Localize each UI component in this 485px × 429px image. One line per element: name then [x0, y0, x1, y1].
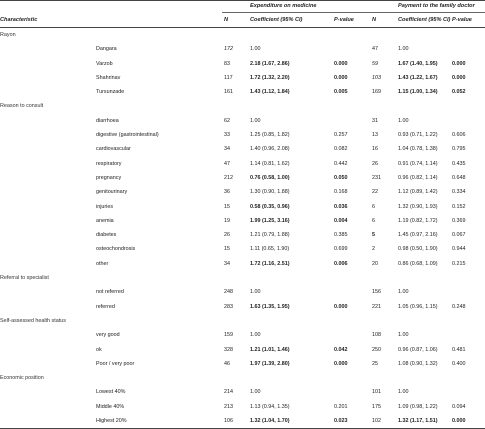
- n-payment: 31: [372, 117, 378, 124]
- coef-expenditure: 1.00: [250, 289, 261, 296]
- empty-cell: [250, 314, 334, 328]
- col-header-coef-payment: Coefficient (95% CI): [398, 13, 452, 28]
- p-expenditure: 0.000: [334, 357, 370, 371]
- p-expenditure: 0.000: [334, 71, 370, 85]
- coef-expenditure: 1.63 (1.35, 1.95): [250, 300, 334, 314]
- n-payment: 25: [370, 357, 398, 371]
- p-expenditure: 0.442: [334, 157, 370, 171]
- empty-cell: [0, 414, 96, 429]
- col-header-coef-expenditure: Coefficient (95% CI): [250, 13, 334, 28]
- table-row: [0, 257, 485, 271]
- n-expenditure: 283: [222, 300, 250, 314]
- p-payment: 0.067: [452, 232, 466, 239]
- coef-payment: 1.09 (0.98, 1.22): [398, 403, 438, 410]
- n-expenditure: 15: [222, 242, 250, 256]
- coef-payment: 1.19 (0.82, 1.72): [398, 214, 452, 228]
- table-row: [0, 128, 485, 142]
- row-label: other: [96, 260, 109, 267]
- empty-cell: [250, 28, 334, 43]
- empty-cell: [0, 57, 96, 71]
- n-expenditure: 36: [222, 185, 250, 199]
- n-payment: 47: [370, 42, 398, 56]
- p-expenditure: 0.050: [334, 174, 348, 181]
- n-payment: 22: [370, 185, 398, 199]
- empty-cell: [398, 371, 452, 385]
- p-expenditure: [334, 114, 370, 128]
- p-payment: 0.400: [452, 357, 485, 371]
- section-label: Rayon: [0, 32, 16, 38]
- coef-payment: 1.12 (0.89, 1.42): [398, 185, 452, 199]
- empty-cell: [0, 400, 96, 414]
- n-expenditure: 83: [224, 60, 230, 67]
- empty-cell: [452, 28, 485, 43]
- p-expenditure: 0.005: [334, 89, 348, 96]
- coef-expenditure: 1.40 (0.96, 2.08): [250, 146, 290, 153]
- coef-expenditure: 1.00: [250, 42, 334, 56]
- table-row: [0, 400, 485, 414]
- row-label: Highest 20%: [96, 414, 222, 429]
- p-expenditure: 0.168: [334, 185, 370, 199]
- empty-cell: [0, 142, 96, 156]
- p-payment: 0.435: [452, 157, 485, 171]
- coef-expenditure: 1.43 (1.12, 1.84): [250, 89, 290, 96]
- empty-cell: [0, 242, 96, 256]
- p-payment: 0.094: [452, 403, 466, 410]
- p-expenditure: [334, 42, 370, 56]
- coef-expenditure: 1.13 (0.94, 1.35): [250, 403, 290, 410]
- coef-payment: 1.08 (0.90, 1.32): [398, 357, 452, 371]
- coef-payment: 1.43 (1.22, 1.67): [398, 71, 452, 85]
- empty-cell: [0, 385, 96, 399]
- table-row: [0, 385, 485, 399]
- p-payment: 0.606: [452, 128, 485, 142]
- n-payment: 102: [370, 414, 398, 429]
- n-expenditure: 46: [222, 357, 250, 371]
- coef-expenditure: 1.30 (0.90, 1.88): [250, 185, 334, 199]
- table-row: [0, 185, 485, 199]
- empty-cell: [398, 28, 452, 43]
- empty-cell: [0, 300, 96, 314]
- coef-payment: 0.91 (0.74, 1.14): [398, 157, 452, 171]
- n-payment: 2: [370, 242, 398, 256]
- p-expenditure: 0.023: [334, 414, 370, 429]
- coef-expenditure: 1.00: [250, 385, 334, 399]
- empty-cell: [0, 42, 96, 56]
- empty-cell: [334, 99, 370, 113]
- table-row: [0, 343, 485, 357]
- coef-payment: 1.45 (0.97, 2.16): [398, 232, 438, 239]
- empty-cell: [334, 271, 370, 285]
- p-expenditure: 0.006: [334, 260, 348, 267]
- p-expenditure: 0.036: [334, 203, 348, 210]
- p-payment: [452, 328, 485, 342]
- coef-expenditure: 1.97 (1.39, 2.80): [250, 357, 334, 371]
- empty-cell: [370, 99, 398, 113]
- p-payment: 0.248: [452, 300, 485, 314]
- empty-cell: [370, 28, 398, 43]
- p-payment: 0.481: [452, 346, 466, 353]
- empty-cell: [334, 28, 370, 43]
- p-payment: [452, 114, 485, 128]
- p-payment: 0.215: [452, 260, 466, 267]
- row-label: pregnancy: [96, 174, 122, 181]
- row-label: referred: [96, 300, 222, 314]
- coef-payment: 1.04 (0.78, 1.38): [398, 146, 438, 153]
- coef-expenditure: 1.25 (0.85, 1.82): [250, 128, 334, 142]
- row-label: Poor / very poor: [96, 357, 222, 371]
- empty-cell: [0, 114, 96, 128]
- header-group-row: [0, 1, 485, 13]
- empty-cell: [334, 371, 370, 385]
- row-label: Tursunzade: [96, 89, 125, 96]
- section-label: Reason to consult: [0, 99, 222, 113]
- n-payment: 175: [372, 403, 381, 410]
- p-payment: 0.000: [452, 71, 485, 85]
- table-row: [0, 242, 485, 256]
- empty-cell: [222, 271, 250, 285]
- table-row: [0, 42, 485, 56]
- p-expenditure: 0.000: [334, 60, 348, 67]
- empty-cell: [0, 157, 96, 171]
- n-payment: 108: [370, 328, 398, 342]
- p-payment: [452, 42, 485, 56]
- coef-expenditure: 1.21 (0.79, 1.88): [250, 232, 290, 239]
- n-payment: 103: [370, 71, 398, 85]
- empty-cell: [0, 185, 96, 199]
- empty-cell: [0, 171, 96, 185]
- row-label: respiratory: [96, 157, 222, 171]
- col-header-n-payment: N: [370, 13, 398, 28]
- n-expenditure: 161: [224, 89, 233, 96]
- empty-cell: [0, 85, 96, 99]
- coef-payment: 1.32 (0.90, 1.93): [398, 203, 438, 210]
- p-payment: 0.334: [452, 185, 485, 199]
- row-label: Lowest 40%: [96, 385, 222, 399]
- n-expenditure: 213: [224, 403, 233, 410]
- coef-payment: 1.00: [398, 385, 452, 399]
- empty-cell: [222, 28, 250, 43]
- p-expenditure: 0.257: [334, 128, 370, 142]
- p-expenditure: 0.699: [334, 242, 370, 256]
- section-row: [0, 371, 485, 385]
- coef-expenditure: 1.21 (1.01, 1.46): [250, 346, 290, 353]
- group-header-payment: Payment to the family doctor: [398, 1, 485, 13]
- p-payment: 0.369: [452, 214, 485, 228]
- coef-expenditure: 2.18 (1.67, 2.86): [250, 60, 290, 67]
- coef-payment: 1.00: [398, 42, 452, 56]
- table-row: [0, 285, 485, 299]
- coef-expenditure: 0.76 (0.58, 1.00): [250, 174, 290, 181]
- empty-cell: [0, 71, 96, 85]
- row-label: Varzob: [96, 60, 113, 67]
- p-expenditure: 0.385: [334, 232, 348, 239]
- p-expenditure: 0.042: [334, 346, 348, 353]
- n-payment: 231: [372, 174, 381, 181]
- empty-cell: [250, 371, 334, 385]
- table-row: [0, 214, 485, 228]
- n-payment: 6: [372, 203, 375, 210]
- table-row: [0, 328, 485, 342]
- p-expenditure: 0.201: [334, 403, 348, 410]
- col-header-p-expenditure: P-value: [334, 13, 370, 28]
- n-expenditure: 33: [222, 128, 250, 142]
- coef-payment: 0.96 (0.87, 1.06): [398, 346, 438, 353]
- p-payment: 0.000: [452, 414, 485, 429]
- empty-cell: [222, 371, 250, 385]
- section-label: Economic position: [0, 375, 44, 382]
- section-label: Self-assessed health status: [0, 317, 66, 324]
- coef-payment: 1.32 (1.17, 1.51): [398, 414, 452, 429]
- empty-cell: [370, 371, 398, 385]
- empty-cell: [398, 271, 452, 285]
- empty-cell: [0, 200, 96, 214]
- coef-payment: 1.05 (0.96, 1.15): [398, 300, 452, 314]
- header-columns-row: [0, 13, 485, 28]
- empty-cell: [370, 314, 398, 328]
- n-payment: 169: [372, 89, 381, 96]
- coef-expenditure: 0.58 (0.35, 0.96): [250, 203, 290, 210]
- row-label: ok: [96, 346, 102, 353]
- empty-cell: [0, 128, 96, 142]
- empty-cell: [0, 285, 96, 299]
- n-expenditure: 26: [224, 232, 230, 239]
- row-label: Middle 40%: [96, 403, 125, 410]
- empty-cell: [222, 314, 250, 328]
- n-payment: 59: [372, 60, 378, 67]
- table-body: [0, 28, 485, 429]
- n-payment: 250: [372, 346, 381, 353]
- table-row: [0, 200, 485, 214]
- empty-cell: [250, 271, 334, 285]
- empty-cell: [334, 314, 370, 328]
- p-expenditure: 0.000: [334, 300, 370, 314]
- n-expenditure: 34: [224, 146, 230, 153]
- p-payment: 0.795: [452, 146, 466, 153]
- n-expenditure: 47: [222, 157, 250, 171]
- n-payment: 16: [372, 146, 378, 153]
- n-expenditure: 106: [222, 414, 250, 429]
- empty-cell: [452, 99, 485, 113]
- p-expenditure: 0.004: [334, 214, 370, 228]
- empty-cell: [452, 371, 485, 385]
- empty-cell: [0, 357, 96, 371]
- table-row: [0, 357, 485, 371]
- p-expenditure: [334, 285, 370, 299]
- p-expenditure: [334, 385, 370, 399]
- coef-payment: 0.96 (0.82, 1.14): [398, 174, 438, 181]
- section-row: [0, 314, 485, 328]
- empty-cell: [370, 271, 398, 285]
- p-payment: 0.000: [452, 60, 466, 67]
- coef-expenditure: 1.72 (1.32, 2.20): [250, 71, 334, 85]
- table-row: [0, 71, 485, 85]
- p-payment: 0.944: [452, 242, 485, 256]
- p-expenditure: [334, 328, 370, 342]
- coef-expenditure: 1.32 (1.04, 1.70): [250, 414, 334, 429]
- p-expenditure: 0.082: [334, 146, 348, 153]
- coef-payment: 1.00: [398, 328, 452, 342]
- p-payment: 0.052: [452, 89, 466, 96]
- n-payment: 20: [372, 260, 378, 267]
- n-payment: 26: [370, 157, 398, 171]
- empty-cell: [452, 271, 485, 285]
- row-label: not referred: [96, 289, 124, 296]
- coef-expenditure: 1.11 (0.65, 1.90): [250, 242, 334, 256]
- table-header: [0, 1, 485, 28]
- n-expenditure: 34: [224, 260, 230, 267]
- row-label: genitourinary: [96, 185, 222, 199]
- n-expenditure: 172: [222, 42, 250, 56]
- section-label: Referral to specialist: [0, 271, 222, 285]
- n-expenditure: 248: [224, 289, 233, 296]
- n-expenditure: 328: [224, 346, 233, 353]
- n-payment: 221: [370, 300, 398, 314]
- coef-expenditure: 1.14 (0.81, 1.62): [250, 157, 334, 171]
- table-row: [0, 414, 485, 429]
- coef-expenditure: 1.00: [250, 117, 261, 124]
- coef-expenditure: 1.99 (1.25, 3.16): [250, 214, 334, 228]
- table-row: [0, 142, 485, 156]
- row-label: cardiovascular: [96, 146, 131, 153]
- coef-expenditure: 1.00: [250, 328, 334, 342]
- table-row: [0, 157, 485, 171]
- table-row: [0, 57, 485, 71]
- table-row: [0, 85, 485, 99]
- section-row: [0, 271, 485, 285]
- n-expenditure: 159: [222, 328, 250, 342]
- row-label: diabetes: [96, 232, 117, 239]
- coef-payment: 0.93 (0.71, 1.22): [398, 128, 452, 142]
- empty-cell: [398, 99, 452, 113]
- p-payment: 0.152: [452, 203, 466, 210]
- coef-payment: 1.00: [398, 289, 409, 296]
- table-row: [0, 114, 485, 128]
- empty-cell: [452, 314, 485, 328]
- empty-cell: [0, 343, 96, 357]
- empty-cell: [0, 228, 96, 242]
- row-label: osteochondrosis: [96, 242, 222, 256]
- p-payment: [452, 385, 485, 399]
- coef-payment: 0.98 (0.50, 1.90): [398, 242, 452, 256]
- n-payment: 6: [370, 214, 398, 228]
- table-row: [0, 300, 485, 314]
- row-label: injuries: [96, 203, 114, 210]
- coef-payment: 1.00: [398, 117, 409, 124]
- p-payment: [452, 285, 485, 299]
- p-payment: 0.648: [452, 174, 466, 181]
- row-label: Dangara: [96, 42, 222, 56]
- n-expenditure: 212: [224, 174, 233, 181]
- table-row: [0, 171, 485, 185]
- coef-expenditure: 1.72 (1.16, 2.51): [250, 260, 290, 267]
- col-header-p-payment: P-value: [452, 13, 485, 28]
- empty-cell: [0, 214, 96, 228]
- row-label: very good: [96, 328, 222, 342]
- col-header-characteristic: Characteristic: [0, 13, 96, 28]
- empty-cell: [222, 99, 250, 113]
- empty-cell: [0, 328, 96, 342]
- empty-cell: [250, 99, 334, 113]
- n-payment: 101: [370, 385, 398, 399]
- n-expenditure: 19: [222, 214, 250, 228]
- n-expenditure: 214: [222, 385, 250, 399]
- n-expenditure: 62: [224, 117, 230, 124]
- row-label: digestive (gastrointestinal): [96, 128, 222, 142]
- empty-cell: [398, 314, 452, 328]
- row-label: Shahrinav: [96, 71, 222, 85]
- table-row: [0, 228, 485, 242]
- coef-payment: 1.67 (1.40, 1.95): [398, 60, 438, 67]
- section-row: [0, 99, 485, 113]
- row-label: diarrhoea: [96, 117, 119, 124]
- col-header-n-expenditure: N: [222, 13, 250, 28]
- n-expenditure: 117: [222, 71, 250, 85]
- n-payment: 13: [370, 128, 398, 142]
- section-row: [0, 28, 485, 43]
- group-header-expenditure: Expenditure on medicine: [250, 1, 370, 13]
- n-payment: 5: [372, 232, 375, 239]
- coef-payment: 0.86 (0.68, 1.09): [398, 260, 438, 267]
- row-label: anemia: [96, 214, 222, 228]
- n-payment: 156: [372, 289, 381, 296]
- empty-cell: [0, 257, 96, 271]
- coef-payment: 1.15 (1.00, 1.34): [398, 89, 438, 96]
- n-expenditure: 15: [224, 203, 230, 210]
